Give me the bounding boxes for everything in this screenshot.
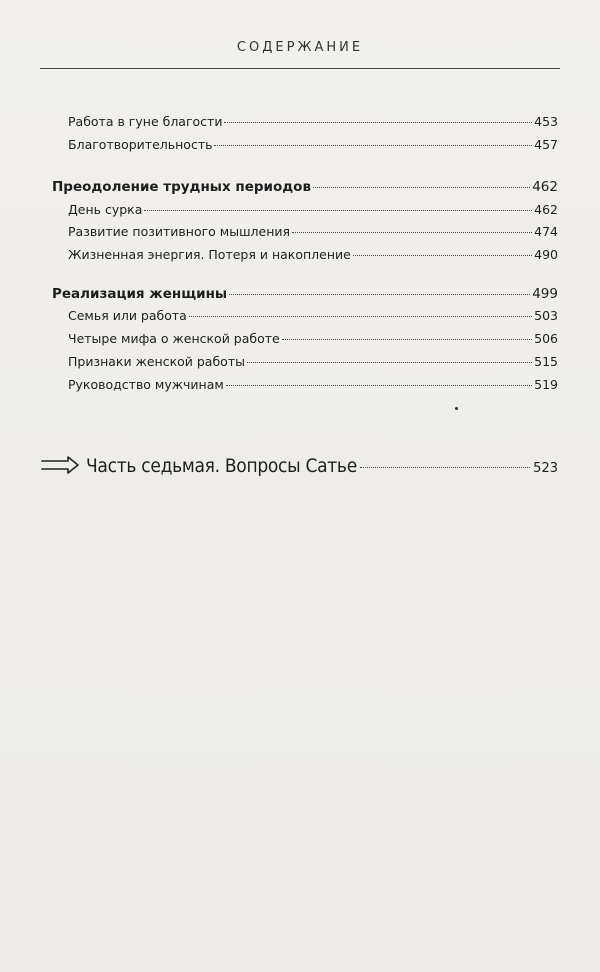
toc-leader xyxy=(313,186,530,188)
toc-entry-title: Семья или работа xyxy=(68,308,187,323)
toc-section xyxy=(52,286,558,302)
header-rule xyxy=(40,68,560,69)
toc-leader xyxy=(292,231,532,233)
toc-part-title: Часть седьмая. Вопросы Сатье xyxy=(86,455,357,477)
toc-entry xyxy=(68,247,558,263)
toc-entry xyxy=(68,331,558,347)
toc-entry-page: 462 xyxy=(534,202,558,217)
toc-leader xyxy=(353,254,532,256)
toc-entry-page: 503 xyxy=(534,308,558,323)
toc-entry xyxy=(68,137,558,153)
toc-entry-page: 515 xyxy=(534,354,558,369)
toc-leader xyxy=(247,361,532,363)
toc-entry-title: Признаки женской работы xyxy=(68,354,245,369)
toc-entry-title: Развитие позитивного мышления xyxy=(68,224,291,239)
decorative-dot xyxy=(455,407,458,410)
toc-leader xyxy=(229,293,530,295)
toc-leader xyxy=(282,338,532,340)
toc-entry-title: Руководство мужчинам xyxy=(68,377,224,392)
toc-leader xyxy=(226,384,532,386)
toc-entry xyxy=(68,202,558,218)
toc-entry-title: День сурка xyxy=(68,202,143,217)
toc-leader xyxy=(360,466,530,468)
toc-part xyxy=(40,452,558,477)
toc-entry-title: Работа в гуне благости xyxy=(68,114,223,129)
toc-leader xyxy=(144,209,532,211)
toc-part-page: 523 xyxy=(533,461,558,476)
toc-entry-title: Жизненная энергия. Потеря и накопление xyxy=(68,247,351,262)
toc-entry xyxy=(68,354,558,370)
toc-entry-page: 453 xyxy=(534,114,558,129)
toc-entry-title: Благотворительность xyxy=(68,137,213,152)
toc-section xyxy=(52,179,558,195)
toc-section-page: 462 xyxy=(532,179,558,195)
toc-entry-page: 474 xyxy=(534,224,558,239)
toc-entry-page: 457 xyxy=(534,137,558,152)
page-header: СОДЕРЖАНИЕ xyxy=(236,40,364,55)
arrow-right-icon xyxy=(40,455,80,475)
toc-entry xyxy=(68,114,558,130)
toc-entry xyxy=(68,224,558,240)
toc-leader xyxy=(214,144,532,146)
toc-entry xyxy=(68,377,558,393)
toc-section-page: 499 xyxy=(532,286,558,302)
toc-leader xyxy=(224,121,532,123)
toc-section-title: Реализация женщины xyxy=(52,286,228,302)
toc-entry xyxy=(68,308,558,324)
toc-entry-page: 506 xyxy=(534,331,558,346)
toc-entry-title: Четыре мифа о женской работе xyxy=(68,331,280,346)
toc-entry-page: 490 xyxy=(534,247,558,262)
toc-section-title: Преодоление трудных периодов xyxy=(52,179,311,195)
toc-entry-page: 519 xyxy=(534,377,558,392)
toc-leader xyxy=(189,315,532,317)
